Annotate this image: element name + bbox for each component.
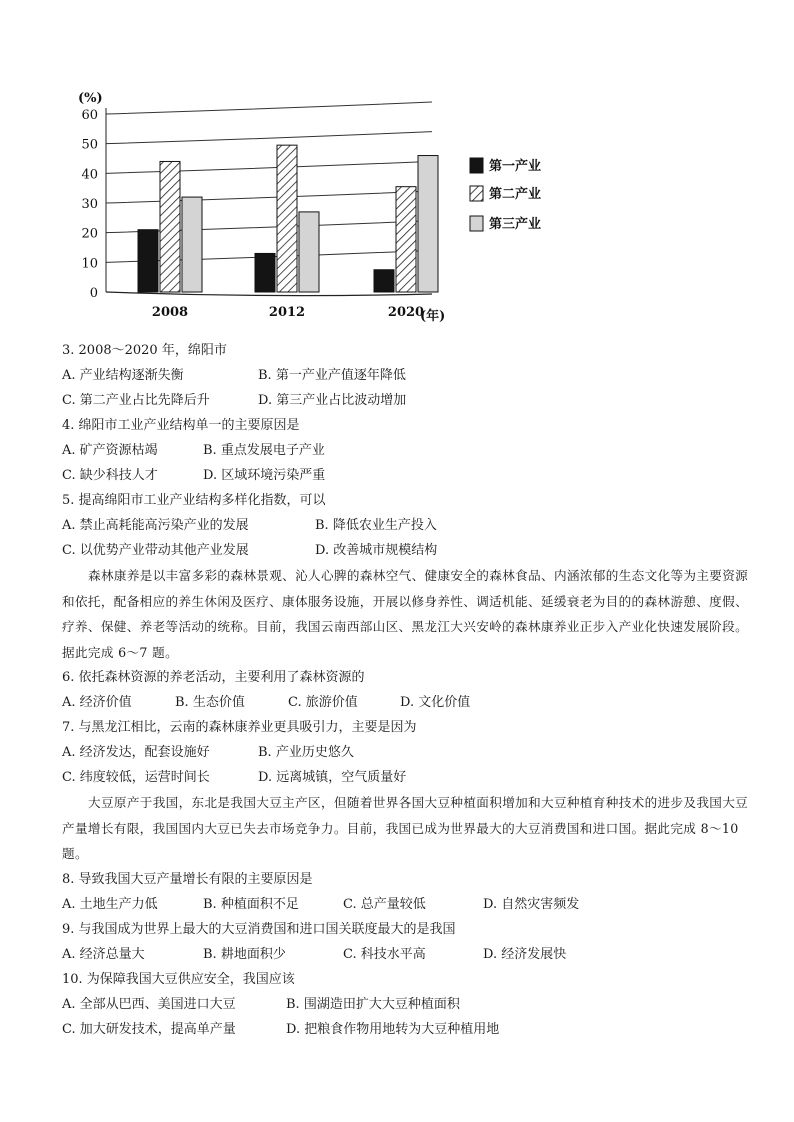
question-9 (62, 917, 752, 967)
option-b[interactable]: B. 降低农业生产投入 (315, 518, 437, 533)
option-a[interactable]: A. 产业结构逐渐失衡 (62, 368, 184, 383)
option-d[interactable]: D. 把粮食作物用地转为大豆种植用地 (286, 1021, 500, 1037)
option-d[interactable]: D. 自然灾害频发 (483, 896, 580, 912)
grid-curve (106, 132, 432, 144)
option-a[interactable]: A. 经济价值 (62, 695, 132, 710)
grid-curve (106, 161, 432, 173)
option-c[interactable]: C. 总产量较低 (343, 896, 426, 912)
options-row (62, 513, 752, 538)
option-a[interactable]: A. 经济总量大 (62, 946, 145, 962)
question-stem: 8. 导致我国大豆产量增长有限的主要原因是 (62, 871, 313, 887)
question-7 (62, 715, 752, 790)
question-stem: 3. 2008～2020 年，绵阳市 (62, 343, 227, 358)
passage-forest-wellness: 森林康养是以丰富多彩的森林景观、沁人心脾的森林空气、健康安全的森林食品、内涵浓郁的生态文化等为主要资源和依托，配备相应的养生休闲及医疗、康体服务设施，开展以修身养性、调适机能、延缓衰老为目的的森林游憩、度假、疗养、保健、养老等活动的统称。目前，我国云南西部山区、黑龙江大兴安岭的森林康养业正步入产业化快速发展阶段。据此完成 6～7 题。 (62, 568, 749, 660)
option-b[interactable]: B. 种植面积不足 (203, 896, 299, 912)
x-unit-label: (年) (420, 309, 446, 324)
legend-label-2: 第二产业 (489, 187, 542, 202)
y-tick-label: 40 (81, 167, 98, 183)
bar-2 (396, 187, 416, 292)
option-a[interactable]: A. 全部从巴西、美国进口大豆 (62, 996, 236, 1012)
question-4 (62, 413, 752, 488)
option-d[interactable]: D. 远离城镇，空气质量好 (258, 770, 407, 785)
y-tick-label: 60 (81, 108, 98, 123)
y-tick-label: 30 (81, 197, 98, 212)
bar-3 (299, 212, 319, 292)
x-axis-line (106, 292, 432, 296)
option-a[interactable]: A. 土地生产力低 (62, 896, 158, 912)
x-tick-label: 2020 (387, 305, 425, 320)
bar-2 (160, 161, 180, 292)
option-d[interactable]: D. 第三产业占比波动增加 (258, 393, 407, 408)
bar-1 (374, 270, 394, 292)
question-8 (62, 867, 752, 917)
options-row (62, 992, 752, 1017)
options-row (62, 765, 752, 790)
options-row (62, 892, 752, 917)
options-row (62, 1017, 752, 1042)
options-row (62, 538, 752, 563)
option-c[interactable]: C. 第二产业占比先降后升 (62, 393, 210, 408)
options-row (62, 690, 752, 715)
bar-1 (138, 230, 158, 292)
industry-structure-chart (60, 78, 560, 340)
bar-2 (277, 145, 297, 292)
legend-label-3: 第三产业 (489, 217, 542, 232)
option-b[interactable]: B. 耕地面积少 (203, 946, 286, 962)
passage-soybean: 大豆原产于我国，东北是我国大豆主产区，但随着世界各国大豆种植面积增加和大豆种植育种技术的进步及我国大豆产量增长有限，我国国内大豆已失去市场竞争力。目前，我国已成为世界最大的大豆消费国和进口国。据此完成 8～10 题。 (62, 795, 749, 861)
options-row (62, 388, 752, 413)
option-b[interactable]: B. 围湖造田扩大大豆种植面积 (286, 996, 460, 1012)
legend-swatch-1 (470, 158, 483, 173)
options-row (62, 438, 752, 463)
option-b[interactable]: B. 重点发展电子产业 (203, 443, 325, 458)
legend-swatch-3 (470, 216, 483, 231)
bar-chart-svg (60, 78, 560, 340)
option-c[interactable]: C. 旅游价值 (288, 695, 358, 710)
question-stem: 7. 与黑龙江相比，云南的森林康养业更具吸引力，主要是因为 (62, 720, 417, 735)
bar-1 (255, 253, 275, 292)
option-b[interactable]: B. 第一产业产值逐年降低 (258, 368, 406, 383)
option-c[interactable]: C. 以优势产业带动其他产业发展 (62, 543, 249, 558)
options-row (62, 942, 752, 967)
question-10 (62, 967, 752, 1042)
x-tick-label: 2012 (268, 305, 306, 320)
option-a[interactable]: A. 经济发达，配套设施好 (62, 745, 210, 760)
y-unit-label: (%) (78, 91, 103, 106)
grid-curve (106, 102, 432, 114)
y-tick-label: 20 (81, 226, 98, 242)
option-c[interactable]: C. 加大研发技术，提高单产量 (62, 1021, 236, 1037)
x-tick-label: 2008 (151, 305, 189, 320)
question-3 (62, 338, 752, 413)
question-5 (62, 488, 752, 563)
y-tick-label: 50 (81, 137, 98, 153)
question-stem: 10. 为保障我国大豆供应安全，我国应该 (62, 971, 295, 987)
question-6 (62, 665, 752, 715)
question-content (62, 338, 752, 1042)
option-a[interactable]: A. 禁止高耗能高污染产业的发展 (62, 518, 249, 533)
question-stem: 5. 提高绵阳市工业产业结构多样化指数，可以 (62, 493, 326, 508)
option-b[interactable]: B. 生态价值 (175, 695, 245, 710)
options-row (62, 363, 752, 388)
y-tick-label: 10 (81, 256, 98, 272)
legend-label-1: 第一产业 (489, 159, 542, 174)
option-a[interactable]: A. 矿产资源枯竭 (62, 443, 158, 458)
bar-3 (418, 156, 438, 292)
option-c[interactable]: C. 纬度较低，运营时间长 (62, 770, 210, 785)
option-c[interactable]: C. 缺少科技人才 (62, 468, 158, 483)
option-d[interactable]: D. 区域环境污染严重 (203, 468, 326, 483)
question-stem: 4. 绵阳市工业产业结构单一的主要原因是 (62, 418, 300, 433)
question-stem: 9. 与我国成为世界上最大的大豆消费国和进口国关联度最大的是我国 (62, 921, 456, 937)
y-tick-label: 0 (89, 286, 98, 301)
option-d[interactable]: D. 改善城市规模结构 (315, 543, 438, 558)
option-d[interactable]: D. 经济发展快 (483, 946, 567, 962)
option-d[interactable]: D. 文化价值 (400, 695, 471, 710)
question-stem: 6. 依托森林资源的养老活动，主要利用了森林资源的 (62, 670, 365, 685)
option-c[interactable]: C. 科技水平高 (343, 946, 426, 962)
grid-curve (106, 191, 432, 203)
options-row (62, 740, 752, 765)
option-b[interactable]: B. 产业历史悠久 (258, 745, 354, 760)
legend-swatch-2 (470, 186, 483, 201)
options-row (62, 463, 752, 488)
bar-3 (182, 197, 202, 292)
